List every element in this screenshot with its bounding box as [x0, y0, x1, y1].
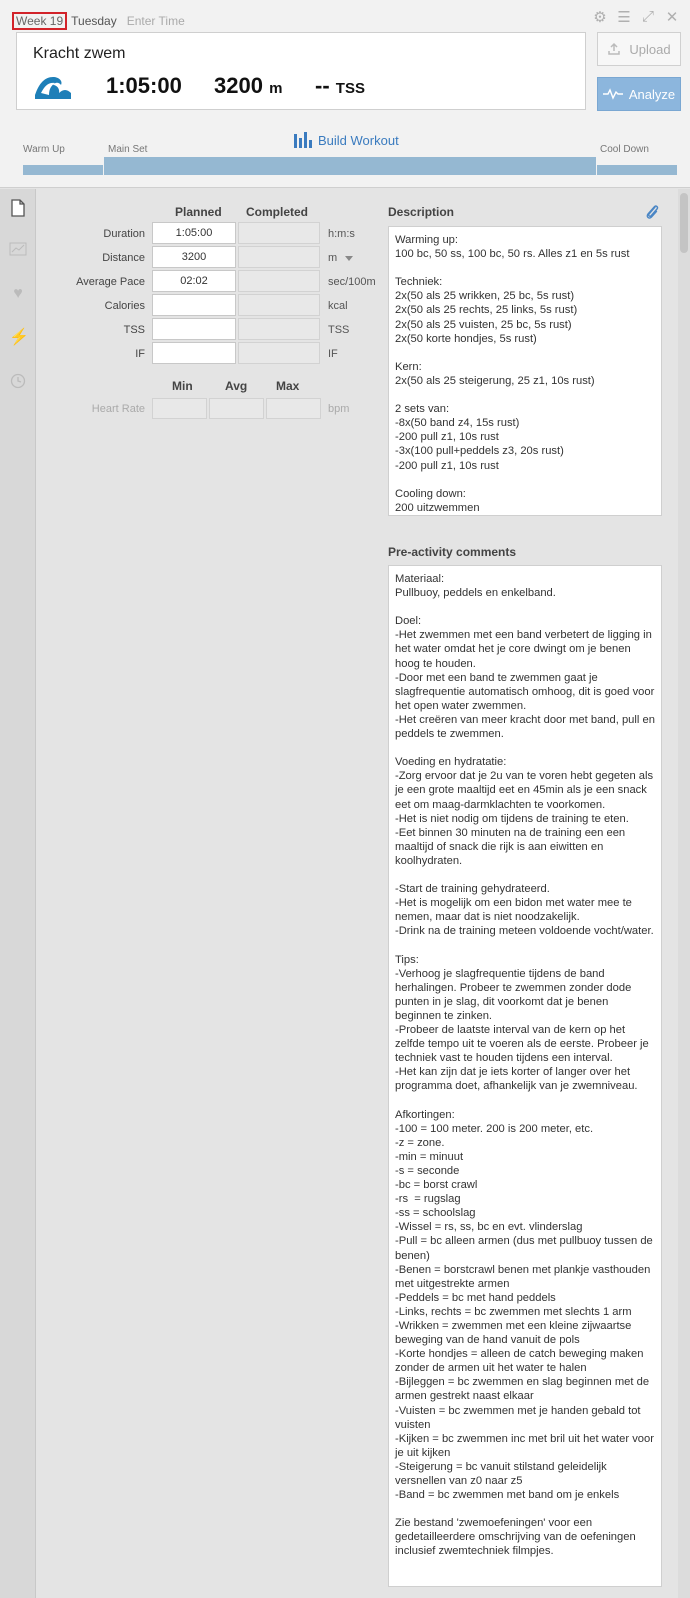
- calories-planned-input[interactable]: [152, 294, 236, 316]
- analyze-button[interactable]: [597, 77, 681, 111]
- if-completed-input[interactable]: [238, 342, 320, 364]
- duration-completed-input[interactable]: [238, 222, 320, 244]
- duration-planned-input[interactable]: 1:05:00: [152, 222, 236, 244]
- average-pace-completed-input[interactable]: [238, 270, 320, 292]
- hr-avg-header: Avg: [225, 379, 248, 393]
- enter-time-link[interactable]: Enter Time: [126, 14, 185, 28]
- if-planned-input[interactable]: [152, 342, 236, 364]
- distance-label: Distance: [102, 252, 145, 264]
- close-icon[interactable]: ✕: [665, 9, 679, 26]
- distance-stat: [214, 73, 282, 99]
- tss-stat: [315, 73, 365, 99]
- duration-stat: 1:05:00: [106, 73, 182, 98]
- document-icon[interactable]: [9, 199, 27, 217]
- segment-bar-warm-up[interactable]: [23, 165, 103, 175]
- line-chart-icon[interactable]: [9, 241, 27, 259]
- distance-unit-select[interactable]: [328, 252, 353, 264]
- completed-column-header: Completed: [246, 205, 309, 219]
- tss-value: --: [315, 73, 330, 98]
- description-title: Description: [388, 205, 455, 219]
- duration-label: Duration: [103, 228, 145, 240]
- workout-header: [0, 0, 690, 188]
- build-workout-label: Build Workout: [318, 132, 399, 148]
- tss-label: TSS: [123, 324, 145, 336]
- segment-label-cool-down: Cool Down: [600, 144, 649, 155]
- segment-bar-main-set[interactable]: [104, 157, 596, 175]
- average-pace-label: Average Pace: [76, 276, 145, 288]
- pre-activity-comments-title: Pre-activity comments: [388, 545, 517, 559]
- if-label: IF: [135, 348, 145, 360]
- paperclip-icon[interactable]: [644, 203, 660, 221]
- upload-button[interactable]: [597, 32, 681, 66]
- hr-avg-input[interactable]: [209, 398, 264, 419]
- build-workout-button[interactable]: [294, 132, 399, 148]
- tss-planned-input[interactable]: [152, 318, 236, 340]
- segment-label-main-set: Main Set: [108, 144, 148, 155]
- duration-unit: h:m:s: [328, 228, 355, 240]
- hr-min-input[interactable]: [152, 398, 207, 419]
- gear-icon[interactable]: ⚙: [593, 9, 607, 26]
- analyze-label: Analyze: [628, 86, 676, 102]
- clock-icon[interactable]: [9, 373, 27, 391]
- distance-unit: m: [269, 80, 283, 97]
- tss-completed-input[interactable]: [238, 318, 320, 340]
- calories-unit: kcal: [328, 300, 348, 312]
- expand-icon[interactable]: ⤢: [641, 8, 654, 25]
- lightning-icon[interactable]: ⚡: [9, 329, 29, 346]
- if-unit: IF: [328, 348, 338, 360]
- heart-rate-label: Heart Rate: [91, 403, 145, 415]
- calories-label: Calories: [104, 300, 145, 312]
- tss-unit: TSS: [335, 80, 365, 97]
- upload-label: Upload: [629, 41, 671, 57]
- hr-max-header: Max: [276, 379, 300, 393]
- scrollbar[interactable]: [678, 189, 690, 1598]
- heart-rate-unit: bpm: [328, 403, 350, 415]
- distance-unit-value: m: [328, 252, 338, 264]
- average-pace-planned-input[interactable]: 02:02: [152, 270, 236, 292]
- menu-icon[interactable]: ☰: [617, 9, 631, 26]
- tss-unit: TSS: [328, 324, 350, 336]
- upload-icon: [607, 42, 621, 56]
- window-controls: [592, 8, 680, 26]
- workout-summary-card: [16, 32, 586, 110]
- bar-chart-icon: [294, 132, 312, 148]
- breadcrumb: [12, 12, 185, 30]
- workout-title[interactable]: Kracht zwem: [33, 45, 126, 62]
- planned-column-header: Planned: [175, 205, 222, 219]
- average-pace-unit: sec/100m: [328, 276, 376, 288]
- chevron-down-icon: [345, 256, 353, 261]
- hr-max-input[interactable]: [266, 398, 321, 419]
- pre-activity-comments-textarea[interactable]: Materiaal: Pullbuoy, peddels en enkelband. Doel: -Het zwemmen met een band verbetert de ligging in het water omdat het je core dwingt om je benen hoog te houden. -Door met een band te zwemmen gaat je slagfrequentie automatisch omhoog, dit is goed voor het open water zwemmen. -Het creëren van meer kracht door met band, pull en peddels te zwemmen. Voeding en hydratatie: -Zorg ervoor dat je 2u van te voren hebt gegeten als je een grote maaltijd eet en 45min als je een snack eet om maag-darmklachten te voorkomen. -Het is niet nodig om tijdens de training te eten. -Eet binnen 30 minuten na de training een een maaltijd of snack die rijk is aan eiwitten en koolhydraten. -Start de training gehydrateerd. -Het is mogelijk om een bidon met water mee te nemen, maar dat is niet noodzakelijk. -Drink na de training meteen voldoende vocht/water. Tips: -Verhoog je slagfrequentie tijdens de band herhalingen. Probeer te zwemmen zonder dode punten in je slag, dit voorkomt dat je benen beginnen te zinken. -Probeer de laatste interval van de kern op het zelfde tempo uit te voeren als de eerste. Probeer je techniek vast te houden tijdens een interval. -Het kan zijn dat je iets korter of langer over het programma doet, afhankelijk van je zwemniveau. Afkortingen: -100 = 100 meter. 200 is 200 meter, etc. -z = zone. -min = minuut -s = seconde -bc = borst crawl -rs = rugslag -ss = schoolslag -Wissel = rs, ss, bc en evt. vlinderslag -Pull = bc alleen armen (dus met pullbuoy tussen de benen) -Benen = borstcrawl benen met plankje vasthouden met uitgestrekte armen -Peddels = bc met hand peddels -Links, rechts = bc zwemmen met slechts 1 arm -Wrikken = zwemmen met een kleine zijwaartse beweging van de hand vanuit de pols -Korte hondjes = alleen de catch beweging maken zonder de armen uit het water te halen -Bijleggen = bc zwemmen en slag beginnen met de armen gestrekt naast elkaar -Vuisten = bc zwemmen met je handen gebald tot vuisten -Kijken = bc zwemmen inc met bril uit het water voor je uit kijken -Steigerung = bc vanuit stilstand geleidelijk versnellen van z0 naar z5 -Band = bc zwemmen met band om je enkels Zie bestand 'zwemoefeningen' voor een gedetailleerdere omschrijving van de oefeningen inclusief zwemtechniek filmpjes.: [388, 565, 662, 1587]
- distance-planned-input[interactable]: 3200: [152, 246, 236, 268]
- segment-bar-cool-down[interactable]: [597, 165, 677, 175]
- heart-icon[interactable]: ♥: [13, 285, 23, 302]
- description-textarea[interactable]: Warming up: 100 bc, 50 ss, 100 bc, 50 rs. Alles z1 en 5s rust Techniek: 2x(50 als 25 wrikken, 25 bc, 5s rust) 2x(50 als 25 rechts, 25 links, 5s rust) 2x(50 als 25 vuisten, 25 bc, 5s rust) 2x(50 korte hondjes, 5s rust) Kern: 2x(50 als 25 steigerung, 25 z1, 10s rust) 2 sets van: -8x(50 band z4, 15s rust) -200 pull z1, 10s rust -3x(100 pull+peddels z3, 20s rust) -200 pull z1, 10s rust Cooling down: 200 uitzwemmen: [388, 226, 662, 516]
- segment-label-warm-up: Warm Up: [23, 144, 65, 155]
- side-tab-bar: [0, 189, 36, 1598]
- distance-completed-input[interactable]: [238, 246, 320, 268]
- hr-min-header: Min: [172, 379, 193, 393]
- distance-value: 3200: [214, 73, 263, 98]
- scrollbar-thumb[interactable]: [680, 193, 688, 253]
- swim-icon: [33, 73, 73, 99]
- pulse-icon: [603, 88, 623, 100]
- week-label[interactable]: Week 19: [12, 12, 67, 30]
- calories-completed-input[interactable]: [238, 294, 320, 316]
- day-label: Tuesday: [71, 14, 117, 28]
